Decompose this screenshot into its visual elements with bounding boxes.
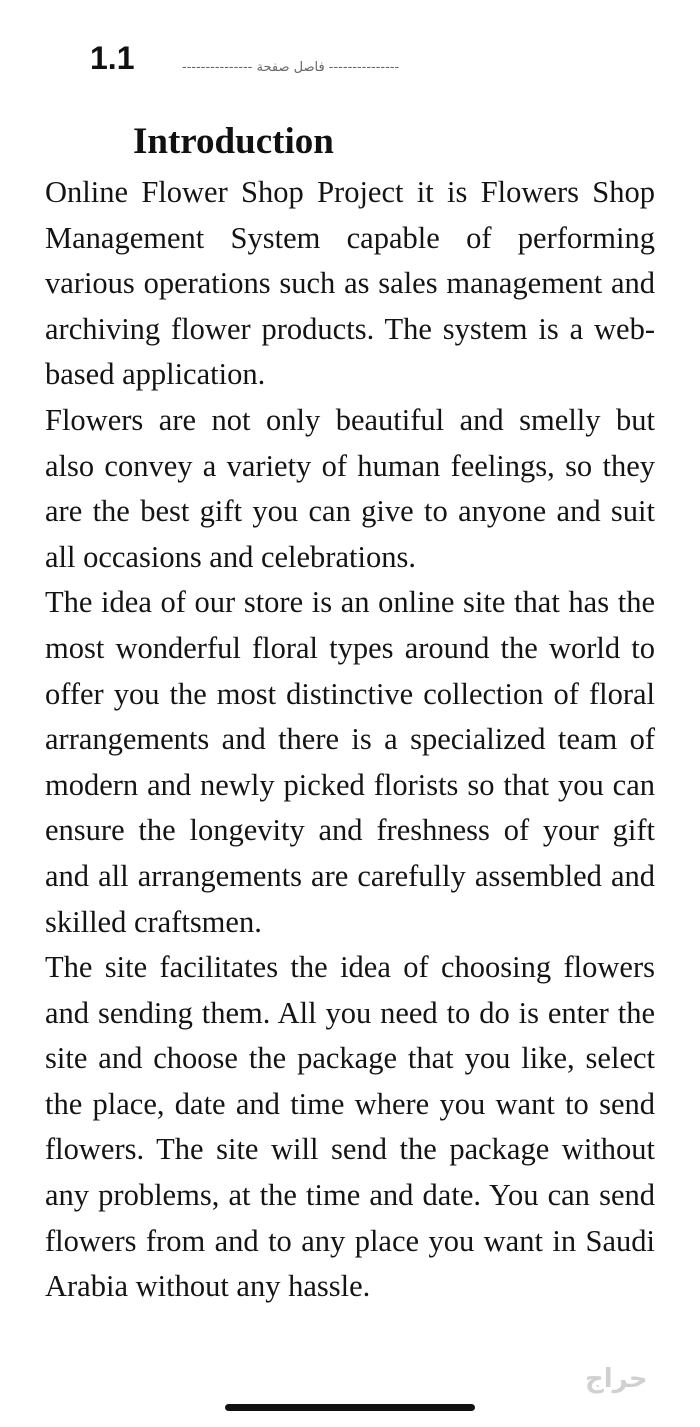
section-number: 1.1 xyxy=(90,40,135,76)
page-break-marker: --------------- فاصل صفحة --------------- xyxy=(182,60,400,75)
page-title: Introduction xyxy=(133,121,334,162)
paragraph-3: The idea of our store is an online site that has the most wonderful floral types around the world to offer you the most distinctive collection of floral arrangements and there is a specialized team of modern and newly picked florists so that you can ensure the longevity and freshness of your gift and all arrangements are carefully assembled and skilled craftsmen. xyxy=(45,585,655,939)
paragraph-4: The site facilitates the idea of choosing flowers and sending them. All you need to do is enter the site and choose the package that you like, select the place, date and time where you want to send flowers. The site will send the package without any problems, at the time and date. You can send flowers from and to any place you want in Saudi Arabia without any hassle. xyxy=(45,950,655,1304)
paragraph-2: Flowers are not only beautiful and smelly but also convey a variety of human feelings, so they are the best gift you can give to anyone and suit all occasions and celebrations. xyxy=(45,402,655,574)
document-body xyxy=(45,170,655,1310)
paragraph-1: Online Flower Shop Project it is Flowers Shop Management System capable of performing various operations such as sales management and archiving flower products. The system is a web-based application. xyxy=(45,175,655,392)
haraj-watermark-logo: حراج xyxy=(585,1364,648,1394)
home-indicator[interactable] xyxy=(225,1404,475,1411)
